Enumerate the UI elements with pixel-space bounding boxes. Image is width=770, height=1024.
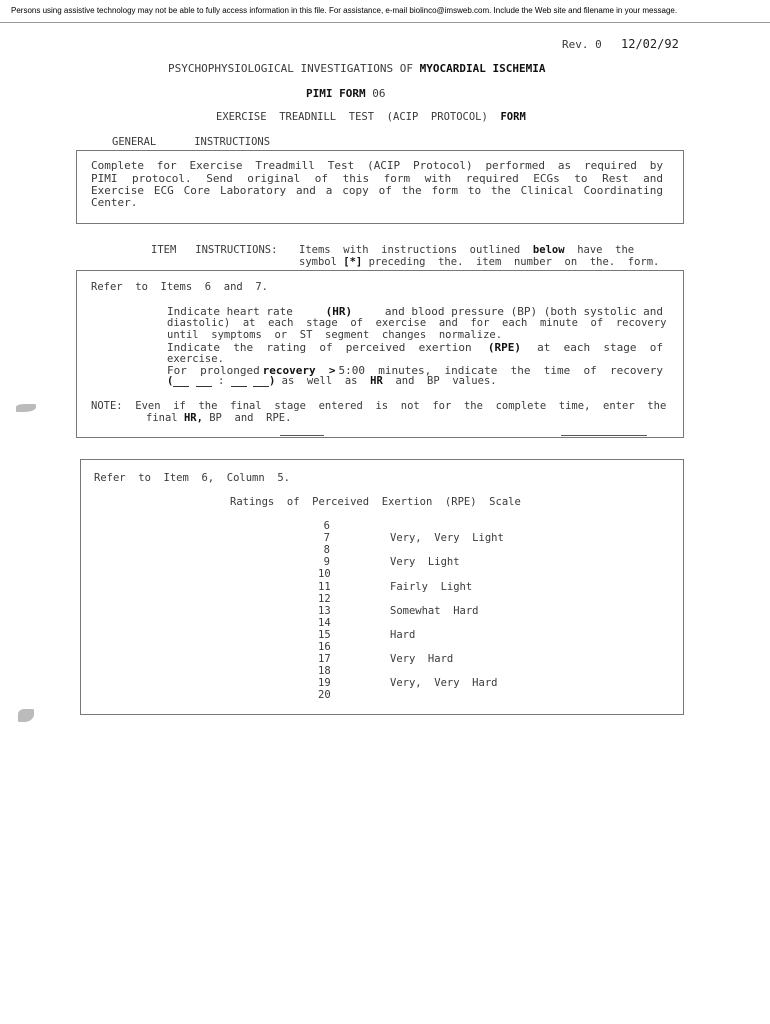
rpe-scale-value: 19: [318, 677, 331, 689]
rpe-scale-label: Very, Very Light: [390, 532, 504, 544]
rpe-scale-value: 9: [323, 556, 330, 568]
note-final-text: final: [146, 412, 178, 424]
rpe-scale-value: 6: [323, 520, 330, 532]
rpe-scale-value: 20: [318, 689, 331, 701]
divider-short-right: [561, 435, 647, 436]
rpe-scale-value: 17: [318, 653, 331, 665]
rpe-scale-value: 13: [318, 605, 331, 617]
rpe-scale-label: Hard: [390, 629, 416, 641]
recovery-time-close: ): [268, 375, 276, 387]
item-line2-text: symbol: [299, 256, 337, 268]
box2-refer: Refer to Items 6 and 7.: [91, 281, 269, 293]
general-line-3: Exercise ECG Core Laboratory and a copy of the form to the Clinical Coordinating: [91, 184, 663, 197]
rpe-scale-value: 7: [323, 532, 330, 544]
title-part-b: MYOCARDIAL ISCHEMIA: [419, 62, 546, 75]
rpe-text-end: at each stage of: [537, 341, 663, 354]
recovery-seconds-blank-2: [253, 376, 269, 387]
box2-line-5: exercise.: [167, 353, 224, 365]
recovery-text-end: 5:00 minutes, indicate the time of recovery: [338, 364, 663, 377]
rpe-bold: (RPE): [487, 341, 521, 354]
form-name-label: PIMI FORM: [306, 87, 366, 100]
item-line2-end: preceding the. item number on the. form.: [368, 256, 660, 268]
rpe-text: Indicate the rating of perceived exertion: [167, 341, 472, 354]
general-line-2: PIMI protocol. Send original of this form with required ECGs to Rest and: [91, 172, 663, 185]
item-line1-bold: below: [532, 244, 565, 256]
bp-values-text: and BP values.: [395, 375, 497, 387]
item-line1-text: Items with instructions outlined: [299, 244, 521, 256]
recovery-minutes-blank: [173, 376, 189, 387]
rpe-scale-label: Very Light: [390, 556, 460, 568]
note-bp-rpe-text: BP and RPE.: [209, 412, 292, 424]
recovery-bold: recovery >: [262, 364, 336, 377]
form-name: [306, 87, 385, 100]
revision-date: 12/02/92: [621, 37, 679, 51]
item-instructions-line-2: [299, 256, 659, 268]
divider-short: [280, 435, 324, 436]
rpe-scale-value: 18: [318, 665, 331, 677]
hr-values-bold: HR: [370, 375, 383, 387]
general-heading-a: GENERAL: [112, 136, 157, 148]
form-subtitle: [216, 111, 526, 123]
recovery-text: For prolonged: [167, 364, 260, 377]
recovery-seconds-blank: [231, 376, 247, 387]
document-title: [168, 62, 546, 75]
recovery-time-open: (: [167, 375, 174, 387]
box2-line-3: until symptoms or ST segment changes normalize.: [167, 329, 503, 341]
rpe-scale-label: Very, Very Hard: [390, 677, 498, 689]
rpe-scale-value: 12: [318, 593, 331, 605]
rpe-scale-label: Somewhat Hard: [390, 605, 479, 617]
item-instructions-line-1: [299, 244, 634, 256]
scan-mark: [16, 404, 36, 412]
rpe-scale-value: 10: [318, 568, 331, 580]
general-line-4: Center.: [91, 196, 138, 209]
rpe-scale-value: 8: [323, 544, 330, 556]
as-well-as-text: as well as: [281, 375, 358, 387]
item-label-a: ITEM: [151, 244, 177, 256]
rpe-scale-title: Ratings of Perceived Exertion (RPE) Scale: [230, 496, 521, 508]
recovery-time-colon: :: [217, 375, 225, 387]
revision-label: Rev. 0: [562, 38, 602, 51]
note-line-1: NOTE: Even if the final stage entered is not for the complete time, enter the: [91, 400, 667, 412]
bp-text: and blood pressure (BP) (both systolic and: [384, 305, 663, 318]
rpe-scale-label: Fairly Light: [390, 581, 473, 593]
rpe-scale-value: 16: [318, 641, 331, 653]
scan-mark: [18, 709, 34, 722]
accessibility-banner: Persons using assistive technology may not be able to fully access information in this file. For assistance, e-mail biolinco@imsweb.com. Include the Web site and filename in your message.: [0, 0, 770, 23]
box2-line-7: [167, 375, 497, 387]
subtitle-form-label: FORM: [500, 111, 526, 123]
general-instructions-heading: [112, 136, 270, 148]
item-instructions-label: [151, 244, 277, 256]
subtitle-text: EXERCISE TREADNILL TEST (ACIP PROTOCOL): [216, 111, 488, 123]
rpe-scale-value: 11: [318, 581, 331, 593]
form-number: 06: [372, 87, 386, 100]
rpe-scale-value: 14: [318, 617, 331, 629]
item-line2-bold: [*]: [343, 256, 363, 268]
general-line-1: Complete for Exercise Treadmill Test (ACIP Protocol) performed as required by: [91, 159, 663, 172]
item-label-b: INSTRUCTIONS:: [195, 244, 278, 256]
title-part-a: PSYCHOPHYSIOLOGICAL INVESTIGATIONS OF: [168, 62, 414, 75]
note-line-2: [146, 412, 291, 424]
box2-line-4: [167, 341, 663, 354]
general-heading-b: INSTRUCTIONS: [194, 136, 271, 148]
recovery-minutes-blank-2: [196, 376, 212, 387]
box2-line-2: diastolic) at each stage of exercise and for each minute of recovery: [167, 317, 667, 329]
box3-refer: Refer to Item 6, Column 5.: [94, 472, 290, 484]
note-hr-bold: HR,: [183, 412, 203, 424]
rpe-scale-value: 15: [318, 629, 331, 641]
rpe-scale-label: Very Hard: [390, 653, 454, 665]
hr-bold: (HR): [325, 305, 353, 318]
hr-text: Indicate heart rate: [167, 305, 293, 318]
item-line1-end: have the: [577, 244, 635, 256]
